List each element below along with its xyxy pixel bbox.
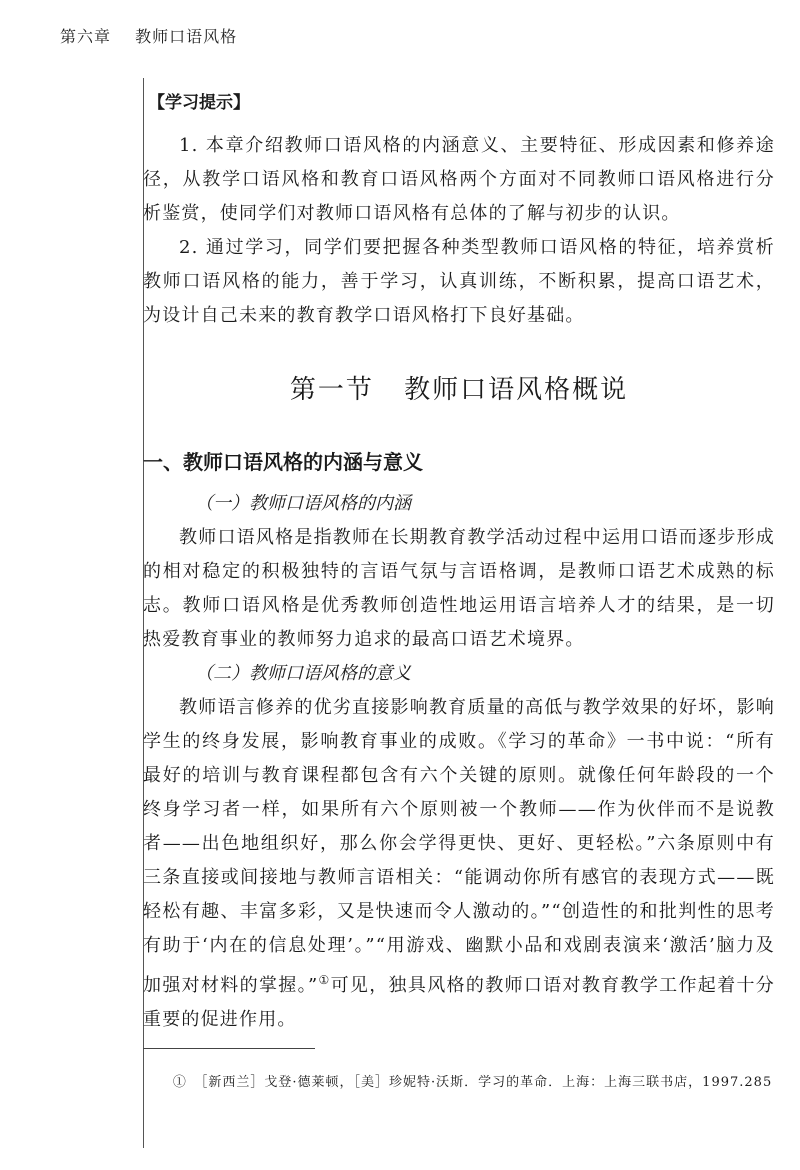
chapter-title: 教师口语风格 [135, 27, 238, 46]
section-number: 第一节 [289, 375, 374, 405]
footnote [143, 1070, 775, 1096]
footnote-reference[interactable]: ① [318, 973, 331, 987]
section-title [143, 369, 775, 406]
page-body [143, 80, 775, 1037]
running-head [60, 24, 255, 47]
subheading-connotation: （一）教师口语风格的内涵 [195, 493, 411, 514]
section-name: 教师口语风格概说 [404, 375, 629, 405]
paragraph-significance-end: 可见，独具风格的教师口语对教育教学工作起着十分重要的促进作用。 [143, 975, 775, 1030]
footnote-text: ［新西兰］戈登·德莱顿，［美］珍妮特·沃斯．学习的革命．上海：上海三联书店，1997.285 [200, 1075, 773, 1090]
tip-item-1: 1. 本章介绍教师口语风格的内涵意义、主要特征、形成因素和修养途径，从教学口语风格和教育口语风格两个方面对不同教师口语风格进行分析鉴赏，使同学们对教师口语风格有总体的了解与初步的认识。 [143, 135, 775, 224]
tip-item-2: 2. 通过学习，同学们要把握各种类型教师口语风格的特征，培养赏析教师口语风格的能力，善于学习，认真训练，不断积累，提高口语艺术，为设计自己未来的教育教学口语风格打下良好基础。 [143, 237, 775, 326]
paragraph-significance [143, 691, 775, 1037]
chapter-number: 第六章 [60, 27, 112, 46]
heading-level-1: 一、教师口语风格的内涵与意义 [143, 450, 423, 474]
paragraph-significance-main: 教师语言修养的优劣直接影响教育质量的高低与教学效果的好坏，影响学生的终身发展，影响教育事业的成败。《学习的革命》一书中说：“所有最好的培训与教育课程都包含有六个关键的原则。就像任何年龄段的一个终身学习者一样，如果所有六个原则被一个教师——作为伙伴而不是说教者——出色地组织好，那么你会学得更快、更好、更轻松。”六条原则中有三条直接或间接地与教师言语相关：“能调动你所有感官的表现方式——既轻松有趣、丰富多彩，又是快速而令人激动的。”“创造性的和批判性的思考有助于‘内在的信息处理’。”“用游戏、幽默小品和戏剧表演来‘激活’脑力及加强对材料的掌握。” [143, 697, 775, 996]
subheading-significance: （二）教师口语风格的意义 [195, 663, 411, 684]
footnote-mark: ① [172, 1075, 187, 1090]
study-tips-label: 【学习提示】 [148, 93, 250, 113]
footnote-divider [143, 1048, 315, 1049]
paragraph-connotation: 教师口语风格是指教师在长期教育教学活动过程中运用口语而逐步形成的相对稳定的积极独特的言语气氛与言语格调，是教师口语艺术成熟的标志。教师口语风格是优秀教师创造性地运用语言培养人才的结果，是一切热爱教育事业的教师努力追求的最高口语艺术境界。 [143, 527, 775, 650]
